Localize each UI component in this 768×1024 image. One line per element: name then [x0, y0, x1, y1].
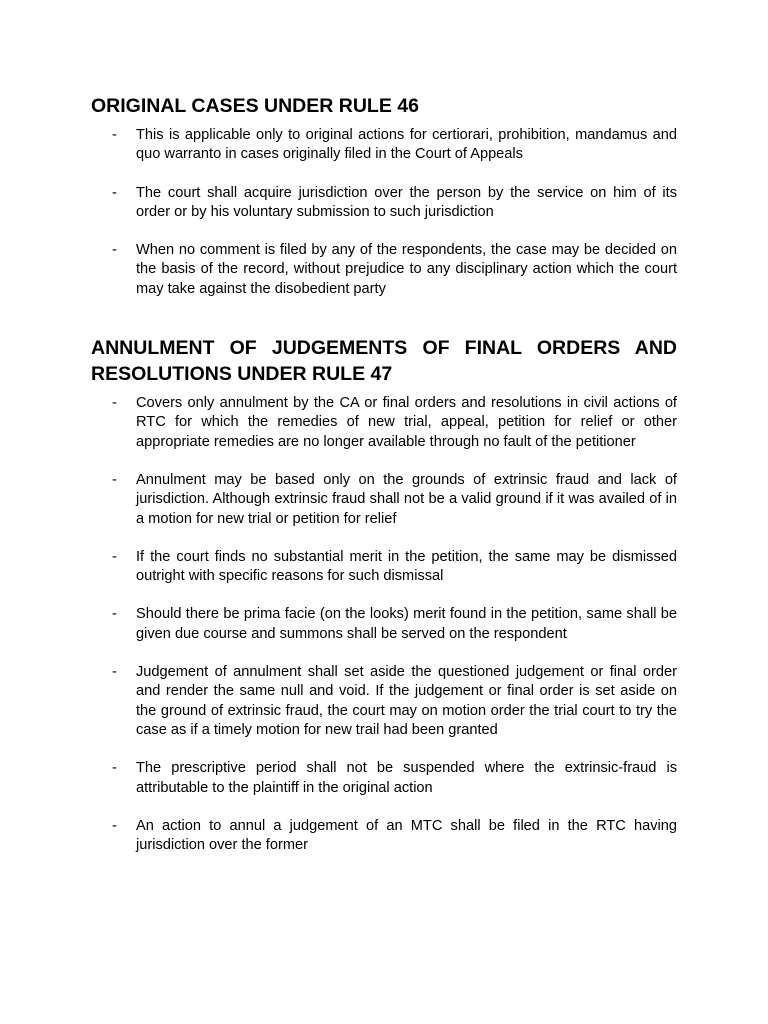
list-item-text: This is applicable only to original actions for certiorari, prohibition, mandamus and quo warranto in cases originally filed in the Court of Appeals — [136, 127, 677, 163]
bullet-dash: - — [112, 471, 117, 488]
list-item-text: If the court finds no substantial merit in the petition, the same may be dismissed outright with specific reasons for such dismissal — [136, 548, 677, 585]
list-item-text: The court shall acquire jurisdiction over the person by the service on him of its order or by his voluntary submission to such jurisdiction — [136, 184, 677, 220]
bullet-dash: - — [112, 242, 117, 259]
list-item-text: Covers only annulment by the CA or final orders and resolutions in civil actions of RTC for which the remedies of new trial, appeal, petition for relief or other appropriate remedies are no longer available through no fault of the petitioner — [136, 395, 677, 450]
list-item — [91, 126, 677, 165]
list-item — [91, 471, 677, 529]
list-item — [91, 394, 677, 452]
rule-47-list — [91, 394, 677, 855]
list-item — [91, 663, 677, 740]
list-item — [91, 759, 677, 798]
section-heading-rule-47: ANNULMENT OF JUDGEMENTS OF FINAL ORDERS AND RESOLUTIONS UNDER RULE 47 — [91, 337, 677, 386]
bullet-dash: - — [112, 606, 117, 623]
list-item — [91, 184, 677, 223]
list-item-text: Judgement of annulment shall set aside the questioned judgement or final order and render the same null and void. If the judgement or final order is set aside on the ground of extrinsic fraud, the court may on motion order the trial court to try the case as if a timely motion for new trail had been granted — [136, 664, 677, 738]
list-item — [91, 817, 677, 856]
bullet-dash: - — [112, 127, 117, 143]
list-item — [91, 241, 677, 299]
list-item-text: Should there be prima facie (on the looks) merit found in the petition, same shall be given due course and summons shall be served on the respondent — [136, 606, 677, 642]
list-item-text: An action to annul a judgement of an MTC shall be filed in the RTC having jurisdiction over the former — [136, 817, 677, 854]
bullet-dash: - — [112, 760, 117, 777]
list-item-text: Annulment may be based only on the grounds of extrinsic fraud and lack of jurisdiction. Although extrinsic fraud shall not be a valid ground if it was availed of in a motion for new trial or petition for relief — [136, 471, 677, 527]
bullet-dash: - — [112, 548, 117, 565]
bullet-dash: - — [112, 664, 117, 681]
bullet-dash: - — [112, 184, 117, 201]
list-item-text: When no comment is filed by any of the respondents, the case may be decided on the basis of the record, without prejudice to any disciplinary action which the court may take against the disobedient party — [136, 242, 677, 297]
bullet-dash: - — [112, 395, 117, 412]
bullet-dash: - — [112, 817, 117, 834]
list-item-text: The prescriptive period shall not be suspended where the extrinsic-fraud is attributable to the plaintiff in the original action — [136, 760, 677, 796]
document-page — [91, 93, 677, 855]
rule-46-list — [91, 126, 677, 299]
list-item — [91, 548, 677, 587]
list-item — [91, 605, 677, 644]
section-heading-rule-46: ORIGINAL CASES UNDER RULE 46 — [91, 95, 419, 117]
